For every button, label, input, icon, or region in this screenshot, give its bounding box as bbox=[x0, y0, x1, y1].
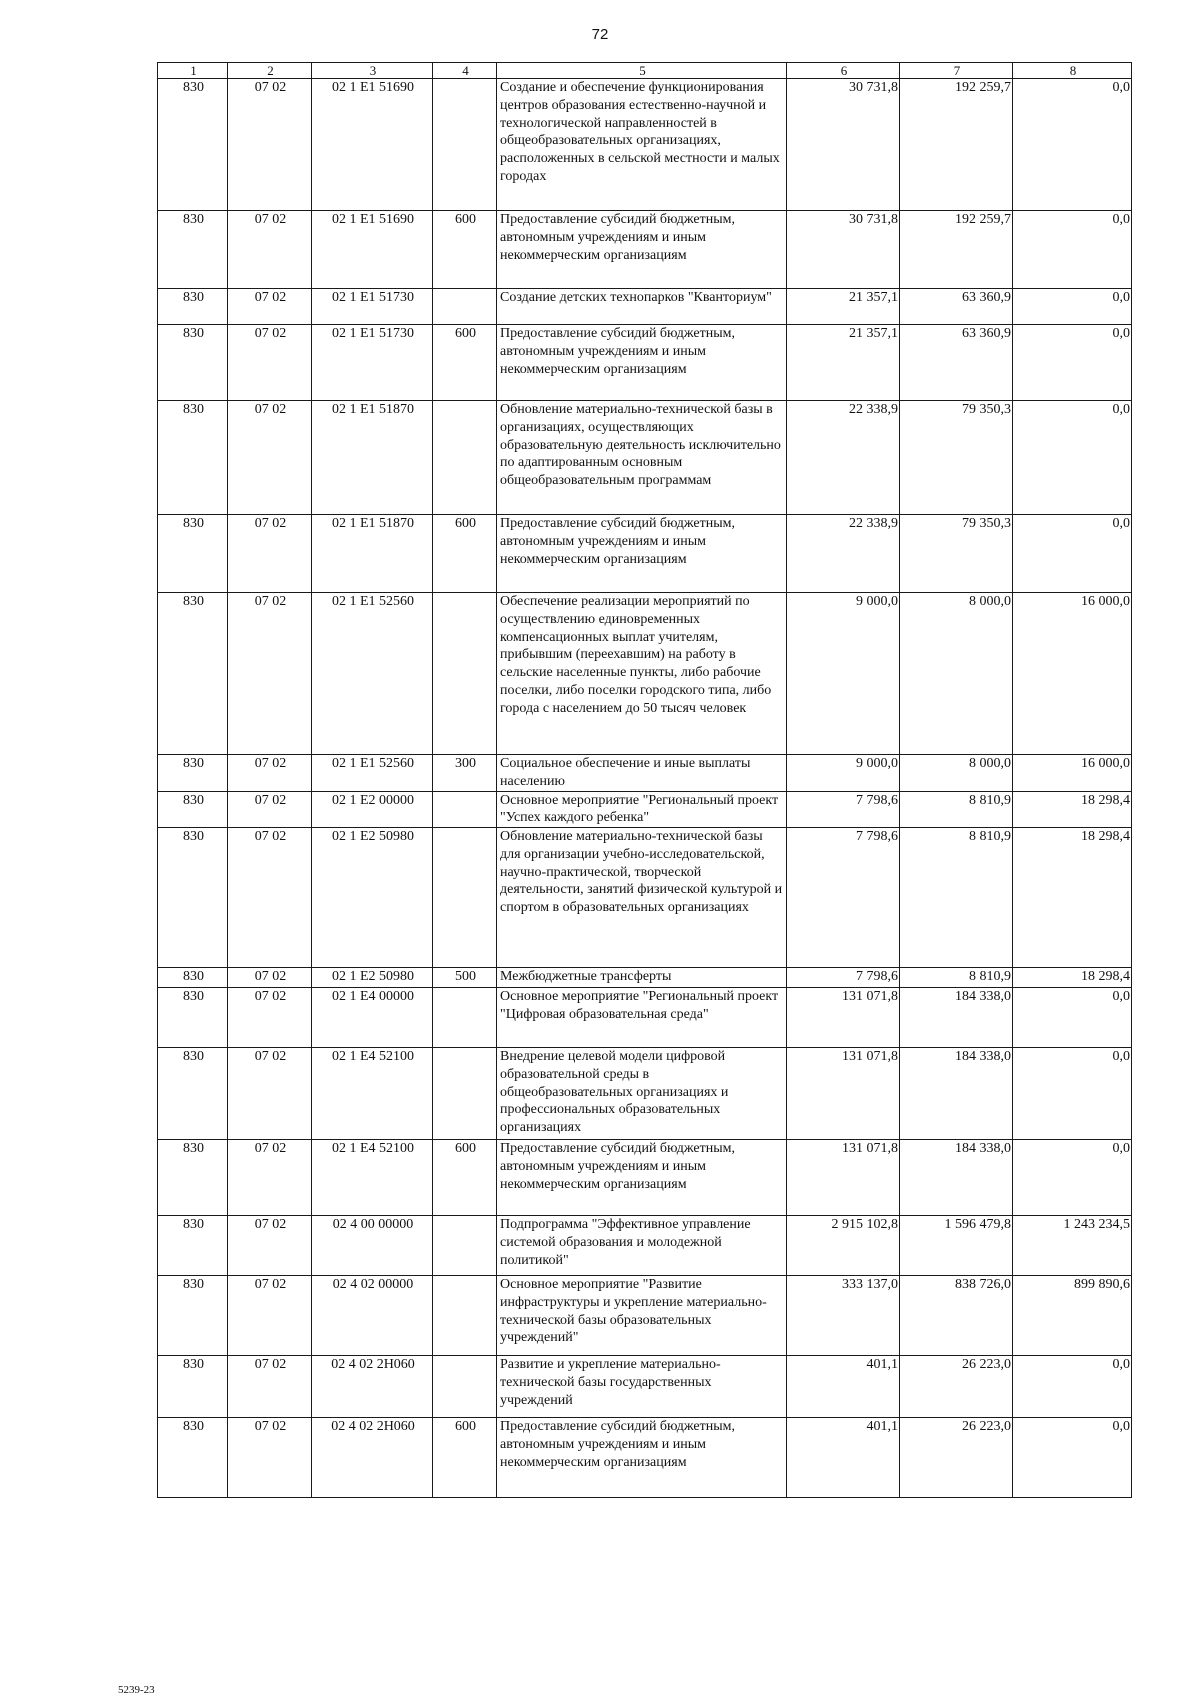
target-article-cell: 02 1 E1 51730 bbox=[312, 289, 433, 325]
section-cell: 07 02 bbox=[228, 828, 312, 968]
expense-type-cell: 600 bbox=[433, 1418, 497, 1498]
amount-col6-cell: 9 000,0 bbox=[787, 755, 900, 792]
amount-col8-cell: 18 298,4 bbox=[1013, 791, 1132, 828]
expense-type-cell bbox=[433, 1276, 497, 1356]
section-cell: 07 02 bbox=[228, 1418, 312, 1498]
amount-col6-cell: 333 137,0 bbox=[787, 1276, 900, 1356]
table-row bbox=[158, 401, 1132, 515]
code-admin-cell: 830 bbox=[158, 325, 228, 401]
code-admin-cell: 830 bbox=[158, 755, 228, 792]
target-article-cell: 02 1 E2 50980 bbox=[312, 968, 433, 988]
expense-type-cell bbox=[433, 828, 497, 968]
amount-col7-cell: 8 810,9 bbox=[900, 791, 1013, 828]
target-article-cell: 02 1 E2 50980 bbox=[312, 828, 433, 968]
code-admin-cell: 830 bbox=[158, 791, 228, 828]
amount-col6-cell: 2 915 102,8 bbox=[787, 1216, 900, 1276]
expense-type-cell bbox=[433, 1216, 497, 1276]
code-admin-cell: 830 bbox=[158, 1048, 228, 1140]
column-header: 2 bbox=[228, 63, 312, 79]
amount-col6-cell: 21 357,1 bbox=[787, 325, 900, 401]
table-row bbox=[158, 828, 1132, 968]
target-article-cell: 02 1 E1 52560 bbox=[312, 593, 433, 755]
amount-col6-cell: 9 000,0 bbox=[787, 593, 900, 755]
description-cell: Создание детских технопарков "Кванториум" bbox=[497, 289, 787, 325]
target-article-cell: 02 4 02 2H060 bbox=[312, 1356, 433, 1418]
description-cell: Обновление материально-технической базы для организации учебно-исследовательской, научно-практической, творческой деятельности, занятий физической культурой и спортом в образовательных организациях bbox=[497, 828, 787, 968]
amount-col6-cell: 401,1 bbox=[787, 1418, 900, 1498]
amount-col8-cell: 0,0 bbox=[1013, 211, 1132, 289]
table-row bbox=[158, 1418, 1132, 1498]
section-cell: 07 02 bbox=[228, 289, 312, 325]
code-admin-cell: 830 bbox=[158, 401, 228, 515]
amount-col7-cell: 184 338,0 bbox=[900, 1048, 1013, 1140]
amount-col7-cell: 26 223,0 bbox=[900, 1356, 1013, 1418]
description-cell: Предоставление субсидий бюджетным, автономным учреждениям и иным некоммерческим организациям bbox=[497, 325, 787, 401]
target-article-cell: 02 4 00 00000 bbox=[312, 1216, 433, 1276]
amount-col7-cell: 192 259,7 bbox=[900, 79, 1013, 211]
amount-col7-cell: 63 360,9 bbox=[900, 289, 1013, 325]
description-cell: Межбюджетные трансферты bbox=[497, 968, 787, 988]
expense-type-cell bbox=[433, 988, 497, 1048]
amount-col7-cell: 8 810,9 bbox=[900, 828, 1013, 968]
amount-col6-cell: 131 071,8 bbox=[787, 1048, 900, 1140]
amount-col6-cell: 30 731,8 bbox=[787, 79, 900, 211]
amount-col6-cell: 401,1 bbox=[787, 1356, 900, 1418]
table-row bbox=[158, 988, 1132, 1048]
amount-col7-cell: 838 726,0 bbox=[900, 1276, 1013, 1356]
amount-col6-cell: 30 731,8 bbox=[787, 211, 900, 289]
amount-col8-cell: 0,0 bbox=[1013, 988, 1132, 1048]
amount-col6-cell: 7 798,6 bbox=[787, 968, 900, 988]
description-cell: Основное мероприятие "Развитие инфраструктуры и укрепление материально-технической базы образовательных учреждений" bbox=[497, 1276, 787, 1356]
description-cell: Основное мероприятие "Региональный проект "Успех каждого ребенка" bbox=[497, 791, 787, 828]
code-admin-cell: 830 bbox=[158, 828, 228, 968]
expense-type-cell: 500 bbox=[433, 968, 497, 988]
amount-col8-cell: 0,0 bbox=[1013, 1048, 1132, 1140]
table-row bbox=[158, 289, 1132, 325]
column-header: 6 bbox=[787, 63, 900, 79]
section-cell: 07 02 bbox=[228, 1356, 312, 1418]
code-admin-cell: 830 bbox=[158, 1276, 228, 1356]
code-admin-cell: 830 bbox=[158, 289, 228, 325]
amount-col8-cell: 18 298,4 bbox=[1013, 828, 1132, 968]
amount-col6-cell: 22 338,9 bbox=[787, 515, 900, 593]
code-admin-cell: 830 bbox=[158, 1216, 228, 1276]
amount-col7-cell: 184 338,0 bbox=[900, 1140, 1013, 1216]
code-admin-cell: 830 bbox=[158, 515, 228, 593]
section-cell: 07 02 bbox=[228, 79, 312, 211]
amount-col6-cell: 7 798,6 bbox=[787, 828, 900, 968]
amount-col7-cell: 1 596 479,8 bbox=[900, 1216, 1013, 1276]
table-row bbox=[158, 1048, 1132, 1140]
code-admin-cell: 830 bbox=[158, 1356, 228, 1418]
table-row bbox=[158, 211, 1132, 289]
section-cell: 07 02 bbox=[228, 401, 312, 515]
description-cell: Внедрение целевой модели цифровой образовательной среды в общеобразовательных организациях и профессиональных образовательных организациях bbox=[497, 1048, 787, 1140]
amount-col6-cell: 131 071,8 bbox=[787, 988, 900, 1048]
amount-col6-cell: 131 071,8 bbox=[787, 1140, 900, 1216]
amount-col8-cell: 899 890,6 bbox=[1013, 1276, 1132, 1356]
amount-col8-cell: 0,0 bbox=[1013, 1418, 1132, 1498]
expense-type-cell bbox=[433, 593, 497, 755]
section-cell: 07 02 bbox=[228, 1140, 312, 1216]
amount-col8-cell: 0,0 bbox=[1013, 515, 1132, 593]
description-cell: Предоставление субсидий бюджетным, автономным учреждениям и иным некоммерческим организациям bbox=[497, 211, 787, 289]
target-article-cell: 02 4 02 00000 bbox=[312, 1276, 433, 1356]
column-header: 1 bbox=[158, 63, 228, 79]
document-code: 5239-23 bbox=[118, 1684, 155, 1696]
amount-col8-cell: 0,0 bbox=[1013, 401, 1132, 515]
target-article-cell: 02 1 E4 52100 bbox=[312, 1140, 433, 1216]
amount-col7-cell: 8 810,9 bbox=[900, 968, 1013, 988]
description-cell: Обновление материально-технической базы в организациях, осуществляющих образовательную деятельность исключительно по адаптированным основным общеобразовательным программам bbox=[497, 401, 787, 515]
amount-col7-cell: 63 360,9 bbox=[900, 325, 1013, 401]
column-header: 7 bbox=[900, 63, 1013, 79]
code-admin-cell: 830 bbox=[158, 1418, 228, 1498]
description-cell: Подпрограмма "Эффективное управление системой образования и молодежной политикой" bbox=[497, 1216, 787, 1276]
amount-col7-cell: 192 259,7 bbox=[900, 211, 1013, 289]
section-cell: 07 02 bbox=[228, 515, 312, 593]
column-header: 4 bbox=[433, 63, 497, 79]
target-article-cell: 02 1 E2 00000 bbox=[312, 791, 433, 828]
section-cell: 07 02 bbox=[228, 211, 312, 289]
table-row bbox=[158, 755, 1132, 792]
expense-type-cell: 600 bbox=[433, 325, 497, 401]
expense-type-cell bbox=[433, 791, 497, 828]
target-article-cell: 02 4 02 2H060 bbox=[312, 1418, 433, 1498]
section-cell: 07 02 bbox=[228, 968, 312, 988]
table-row bbox=[158, 515, 1132, 593]
section-cell: 07 02 bbox=[228, 325, 312, 401]
table-row bbox=[158, 1140, 1132, 1216]
table-row bbox=[158, 79, 1132, 211]
description-cell: Развитие и укрепление материально-технической базы государственных учреждений bbox=[497, 1356, 787, 1418]
target-article-cell: 02 1 E1 51870 bbox=[312, 515, 433, 593]
code-admin-cell: 830 bbox=[158, 79, 228, 211]
budget-table bbox=[157, 62, 1132, 1498]
section-cell: 07 02 bbox=[228, 988, 312, 1048]
description-cell: Предоставление субсидий бюджетным, автономным учреждениям и иным некоммерческим организациям bbox=[497, 1140, 787, 1216]
table-row bbox=[158, 1216, 1132, 1276]
expense-type-cell bbox=[433, 401, 497, 515]
amount-col8-cell: 0,0 bbox=[1013, 289, 1132, 325]
section-cell: 07 02 bbox=[228, 1276, 312, 1356]
expense-type-cell: 600 bbox=[433, 515, 497, 593]
expense-type-cell: 600 bbox=[433, 1140, 497, 1216]
table-row bbox=[158, 1356, 1132, 1418]
amount-col7-cell: 8 000,0 bbox=[900, 593, 1013, 755]
page-number: 72 bbox=[591, 26, 609, 43]
amount-col8-cell: 1 243 234,5 bbox=[1013, 1216, 1132, 1276]
code-admin-cell: 830 bbox=[158, 211, 228, 289]
target-article-cell: 02 1 E4 52100 bbox=[312, 1048, 433, 1140]
amount-col8-cell: 0,0 bbox=[1013, 1356, 1132, 1418]
table-row bbox=[158, 325, 1132, 401]
description-cell: Создание и обеспечение функционирования центров образования естественно-научной и технологической направленностей в общеобразовательных организациях, расположенных в сельской местности и малых городах bbox=[497, 79, 787, 211]
amount-col7-cell: 79 350,3 bbox=[900, 401, 1013, 515]
amount-col8-cell: 18 298,4 bbox=[1013, 968, 1132, 988]
amount-col6-cell: 7 798,6 bbox=[787, 791, 900, 828]
target-article-cell: 02 1 E1 52560 bbox=[312, 755, 433, 792]
column-header: 8 bbox=[1013, 63, 1132, 79]
table-row bbox=[158, 968, 1132, 988]
section-cell: 07 02 bbox=[228, 755, 312, 792]
amount-col8-cell: 0,0 bbox=[1013, 79, 1132, 211]
description-cell: Предоставление субсидий бюджетным, автономным учреждениям и иным некоммерческим организациям bbox=[497, 515, 787, 593]
table-row bbox=[158, 1276, 1132, 1356]
section-cell: 07 02 bbox=[228, 1216, 312, 1276]
table-row bbox=[158, 593, 1132, 755]
target-article-cell: 02 1 E1 51870 bbox=[312, 401, 433, 515]
column-header: 5 bbox=[497, 63, 787, 79]
amount-col7-cell: 26 223,0 bbox=[900, 1418, 1013, 1498]
code-admin-cell: 830 bbox=[158, 968, 228, 988]
table-body bbox=[158, 79, 1132, 1498]
target-article-cell: 02 1 E1 51690 bbox=[312, 211, 433, 289]
amount-col7-cell: 8 000,0 bbox=[900, 755, 1013, 792]
expense-type-cell: 600 bbox=[433, 211, 497, 289]
target-article-cell: 02 1 E1 51690 bbox=[312, 79, 433, 211]
table-row bbox=[158, 791, 1132, 828]
code-admin-cell: 830 bbox=[158, 1140, 228, 1216]
target-article-cell: 02 1 E4 00000 bbox=[312, 988, 433, 1048]
expense-type-cell bbox=[433, 79, 497, 211]
section-cell: 07 02 bbox=[228, 1048, 312, 1140]
description-cell: Основное мероприятие "Региональный проект "Цифровая образовательная среда" bbox=[497, 988, 787, 1048]
amount-col8-cell: 16 000,0 bbox=[1013, 755, 1132, 792]
section-cell: 07 02 bbox=[228, 593, 312, 755]
expense-type-cell bbox=[433, 1356, 497, 1418]
amount-col8-cell: 0,0 bbox=[1013, 325, 1132, 401]
amount-col7-cell: 79 350,3 bbox=[900, 515, 1013, 593]
code-admin-cell: 830 bbox=[158, 593, 228, 755]
amount-col6-cell: 21 357,1 bbox=[787, 289, 900, 325]
column-header: 3 bbox=[312, 63, 433, 79]
amount-col6-cell: 22 338,9 bbox=[787, 401, 900, 515]
target-article-cell: 02 1 E1 51730 bbox=[312, 325, 433, 401]
amount-col7-cell: 184 338,0 bbox=[900, 988, 1013, 1048]
column-number-header-row bbox=[158, 63, 1132, 79]
amount-col8-cell: 0,0 bbox=[1013, 1140, 1132, 1216]
code-admin-cell: 830 bbox=[158, 988, 228, 1048]
description-cell: Обеспечение реализации мероприятий по осуществлению единовременных компенсационных выплат учителям, прибывшим (переехавшим) на работу в сельские населенные пункты, либо рабочие поселки, либо поселки городского типа, либо города с населением до 50 тысяч человек bbox=[497, 593, 787, 755]
expense-type-cell: 300 bbox=[433, 755, 497, 792]
description-cell: Социальное обеспечение и иные выплаты населению bbox=[497, 755, 787, 792]
description-cell: Предоставление субсидий бюджетным, автономным учреждениям и иным некоммерческим организациям bbox=[497, 1418, 787, 1498]
expense-type-cell bbox=[433, 289, 497, 325]
expense-type-cell bbox=[433, 1048, 497, 1140]
amount-col8-cell: 16 000,0 bbox=[1013, 593, 1132, 755]
section-cell: 07 02 bbox=[228, 791, 312, 828]
